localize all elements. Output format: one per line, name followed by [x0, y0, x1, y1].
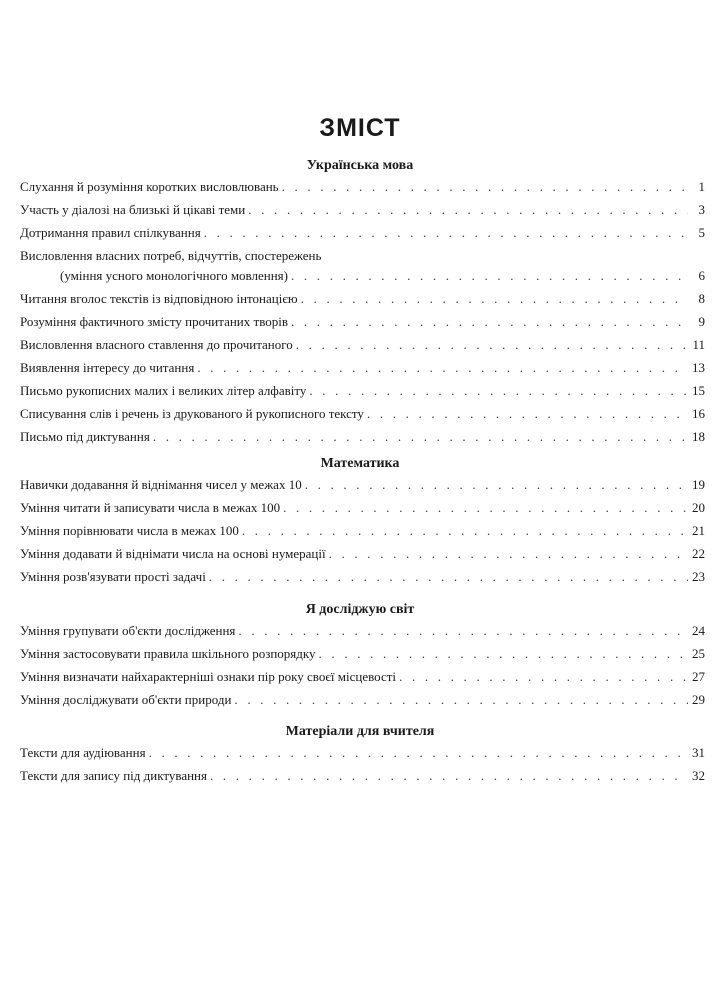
- toc-entry-text: Уміння розв'язувати прості задачі: [20, 569, 206, 584]
- dot-leader: [282, 179, 688, 194]
- toc-item[interactable]: [20, 666, 705, 689]
- dot-leader: [291, 314, 688, 329]
- dot-leader: [248, 202, 688, 217]
- toc-item[interactable]: [20, 245, 705, 288]
- toc-item[interactable]: [20, 520, 705, 543]
- dot-leader: [197, 360, 688, 375]
- dot-leader: [305, 477, 688, 492]
- dot-leader: [329, 546, 688, 561]
- toc-entry-text: Письмо під диктування: [20, 429, 150, 444]
- toc-page-number: 6: [698, 268, 705, 283]
- toc-page-number: 5: [698, 225, 705, 240]
- toc-entry-text-line1: Висловлення власних потреб, відчуттів, спостережень: [20, 248, 322, 263]
- toc-list-world: [20, 620, 705, 712]
- toc-page-number: 25: [692, 646, 705, 661]
- toc-item[interactable]: [20, 222, 705, 245]
- toc-page-number: 22: [692, 546, 705, 561]
- dot-leader: [309, 383, 688, 398]
- dot-leader: [367, 406, 688, 421]
- section-title-math: Математика: [320, 456, 400, 471]
- toc-list-math: [20, 474, 705, 589]
- dot-leader: [153, 429, 688, 444]
- toc-entry-text: Виявлення інтересу до читання: [20, 360, 195, 375]
- dot-leader: [234, 692, 688, 707]
- toc-item[interactable]: [20, 643, 705, 666]
- dot-leader: [319, 646, 688, 661]
- toc-entry-text: Уміння додавати й віднімати числа на основі нумерації: [20, 546, 326, 561]
- dot-leader: [209, 569, 688, 584]
- toc-page-number: 15: [692, 383, 705, 398]
- dot-leader: [291, 268, 688, 283]
- toc-entry-text: Уміння групувати об'єкти дослідження: [20, 623, 236, 638]
- toc-entry-text: (уміння усного монологічного мовлення): [60, 268, 288, 283]
- toc-entry-text: Розуміння фактичного змісту прочитаних творів: [20, 314, 288, 329]
- toc-page-number: 16: [692, 406, 705, 421]
- toc-page-number: 11: [692, 337, 705, 352]
- toc-page-number: 21: [692, 523, 705, 538]
- toc-entry-text: Висловлення власного ставлення до прочитаного: [20, 337, 293, 352]
- toc-page-number: 13: [692, 360, 705, 375]
- toc-entry-text: Уміння досліджувати об'єкти природи: [20, 692, 232, 707]
- toc-page-number: 23: [692, 569, 705, 584]
- dot-leader: [399, 669, 688, 684]
- toc-entry-text: Слухання й розуміння коротких висловлювань: [20, 179, 279, 194]
- toc-entry-text: Тексти для аудіювання: [20, 745, 146, 760]
- toc-item[interactable]: [20, 176, 705, 199]
- toc-page-number: 29: [692, 692, 705, 707]
- dot-leader: [149, 745, 688, 760]
- toc-page-number: 27: [692, 669, 705, 684]
- toc-entry-text: Письмо рукописних малих і великих літер алфавіту: [20, 383, 307, 398]
- toc-item[interactable]: [20, 474, 705, 497]
- toc-entry-text: Дотримання правил спілкування: [20, 225, 201, 240]
- dot-leader: [283, 500, 688, 515]
- toc-item[interactable]: [20, 426, 705, 449]
- toc-item[interactable]: [20, 689, 705, 712]
- page-title: ЗМІСТ: [319, 114, 401, 142]
- toc-item[interactable]: [20, 497, 705, 520]
- toc-item[interactable]: [20, 765, 705, 788]
- toc-entry-text: Списування слів і речень із друкованого й рукописного тексту: [20, 406, 364, 421]
- section-title-world: Я досліджую світ: [305, 602, 415, 617]
- toc-entry-text: Уміння застосовувати правила шкільного розпорядку: [20, 646, 316, 661]
- toc-entry-text: Участь у діалозі на близькі й цікаві теми: [20, 202, 246, 217]
- toc-item[interactable]: [20, 288, 705, 311]
- toc-page-number: 3: [698, 202, 705, 217]
- toc-page-number: 32: [692, 768, 705, 783]
- toc-page-number: 24: [692, 623, 705, 638]
- toc-page-number: 9: [698, 314, 705, 329]
- dot-leader: [204, 225, 688, 240]
- toc-item[interactable]: [20, 620, 705, 643]
- dot-leader: [210, 768, 688, 783]
- toc-page-number: 31: [692, 745, 705, 760]
- toc-page-number: 18: [692, 429, 705, 444]
- toc-item[interactable]: [20, 566, 705, 589]
- toc-entry-text: Уміння читати й записувати числа в межах 100: [20, 500, 281, 515]
- dot-leader: [242, 523, 688, 538]
- toc-page-number: 1: [698, 179, 705, 194]
- toc-item[interactable]: [20, 380, 705, 403]
- toc-item[interactable]: [20, 199, 705, 222]
- toc-item[interactable]: [20, 357, 705, 380]
- toc-item[interactable]: [20, 403, 705, 426]
- toc-item[interactable]: [20, 334, 705, 357]
- toc-item[interactable]: [20, 742, 705, 765]
- toc-item[interactable]: [20, 311, 705, 334]
- toc-entry-text: Читання вголос текстів із відповідною інтонацією: [20, 291, 298, 306]
- section-title-ukrainian: Українська мова: [306, 158, 414, 173]
- dot-leader: [301, 291, 688, 306]
- toc-item[interactable]: [20, 543, 705, 566]
- toc-entry-text: Тексти для запису під диктування: [20, 768, 207, 783]
- dot-leader: [296, 337, 688, 352]
- toc-page-number: 19: [692, 477, 705, 492]
- toc-list-teacher: [20, 742, 705, 788]
- dot-leader: [238, 623, 688, 638]
- toc-entry-text: Уміння порівнювати числа в межах 100: [20, 523, 239, 538]
- toc-entry-text: Навички додавання й віднімання чисел у межах 10: [20, 477, 302, 492]
- section-title-teacher: Матеріали для вчителя: [285, 724, 435, 739]
- toc-list-ukrainian: [20, 176, 705, 449]
- toc-page-number: 8: [698, 291, 705, 306]
- toc-page-number: 20: [692, 500, 705, 515]
- toc-entry-text: Уміння визначати найхарактерніші ознаки пір року своєї місцевості: [20, 669, 397, 684]
